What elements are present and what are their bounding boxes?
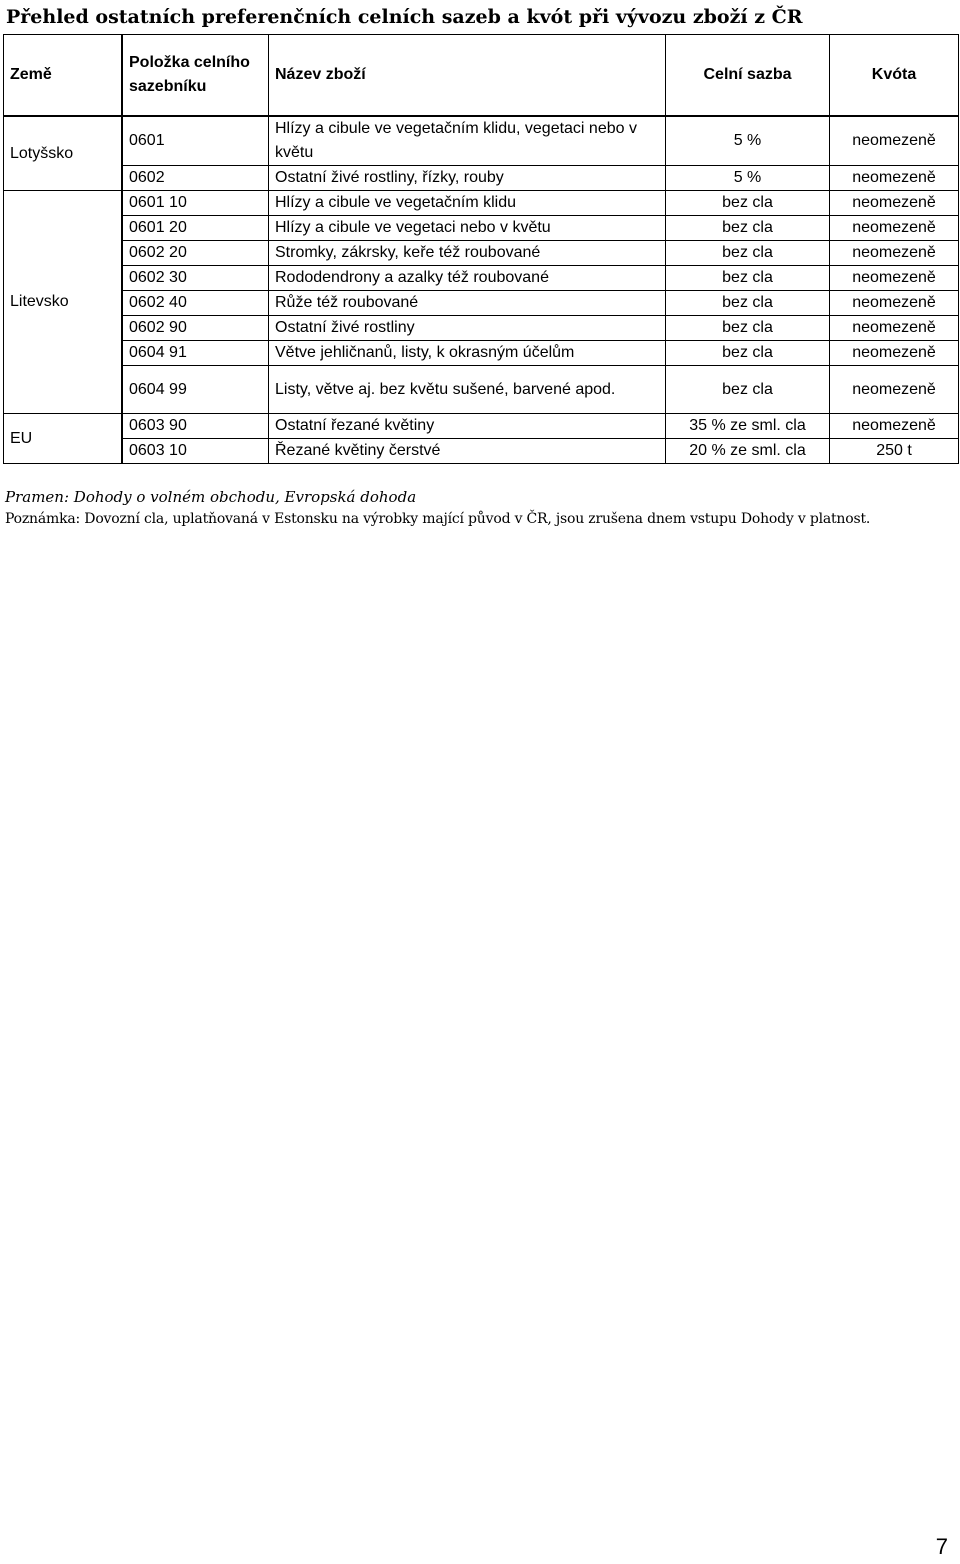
page-number: 7 <box>935 1534 948 1559</box>
country-cell-latvia: Lotyšsko <box>4 117 123 191</box>
code-cell: 0603 10 <box>123 439 269 463</box>
rate-cell: bez cla <box>666 241 830 266</box>
code-cell: 0602 90 <box>123 316 269 341</box>
rate-cell: bez cla <box>666 341 830 366</box>
rate-cell: bez cla <box>666 291 830 316</box>
name-cell: Hlízy a cibule ve vegetačním klidu <box>269 191 666 216</box>
rate-cell: 5 % <box>666 166 830 191</box>
table-row <box>4 439 958 463</box>
quota-cell: neomezeně <box>830 366 958 414</box>
name-cell: Hlízy a cibule ve vegetačním klidu, vegetaci nebo v květu <box>269 117 666 166</box>
table-row <box>4 366 958 414</box>
header-code: Položka celního sazebníku <box>123 35 269 117</box>
name-cell: Rododendrony a azalky též roubované <box>269 266 666 291</box>
name-cell: Ostatní řezané květiny <box>269 414 666 439</box>
table-row <box>4 266 958 291</box>
header-rate: Celní sazba <box>666 35 830 117</box>
page-title: Přehled ostatních preferenčních celních sazeb a kvót při vývozu zboží z ČR <box>6 6 803 28</box>
rate-cell: bez cla <box>666 191 830 216</box>
tariff-table <box>3 34 959 464</box>
table-row <box>4 216 958 241</box>
name-cell: Větve jehličnanů, listy, k okrasným účelům <box>269 341 666 366</box>
quota-cell: neomezeně <box>830 117 958 166</box>
table-row <box>4 166 958 191</box>
name-cell: Stromky, zákrsky, keře též roubované <box>269 241 666 266</box>
source-note: Pramen: Dohody o volném obchodu, Evropská dohoda <box>5 488 417 506</box>
rate-cell: bez cla <box>666 366 830 414</box>
quota-cell: neomezeně <box>830 241 958 266</box>
header-quota: Kvóta <box>830 35 958 117</box>
quota-cell: neomezeně <box>830 266 958 291</box>
code-cell: 0601 10 <box>123 191 269 216</box>
code-cell: 0602 <box>123 166 269 191</box>
rate-cell: 35 % ze sml. cla <box>666 414 830 439</box>
rate-cell: bez cla <box>666 216 830 241</box>
table-row <box>4 414 958 439</box>
rate-cell: bez cla <box>666 266 830 291</box>
country-cell-lithuania: Litevsko <box>4 191 123 414</box>
name-cell: Hlízy a cibule ve vegetaci nebo v květu <box>269 216 666 241</box>
table-row <box>4 241 958 266</box>
header-row <box>4 35 958 117</box>
table-row <box>4 341 958 366</box>
code-cell: 0602 40 <box>123 291 269 316</box>
header-country: Země <box>4 35 123 117</box>
country-cell-eu: EU <box>4 414 123 463</box>
quota-cell: neomezeně <box>830 341 958 366</box>
quota-cell: neomezeně <box>830 166 958 191</box>
code-cell: 0601 20 <box>123 216 269 241</box>
quota-cell: neomezeně <box>830 191 958 216</box>
footnote: Poznámka: Dovozní cla, uplatňovaná v Estonsku na výrobky mající původ v ČR, jsou zrušena dnem vstupu Dohody v platnost. <box>5 511 871 527</box>
table-row <box>4 191 958 216</box>
table-row <box>4 291 958 316</box>
code-cell: 0602 30 <box>123 266 269 291</box>
quota-cell: neomezeně <box>830 216 958 241</box>
quota-cell: 250 t <box>876 442 912 459</box>
name-cell: Ostatní živé rostliny <box>269 316 666 341</box>
rate-cell: 5 % <box>666 117 830 166</box>
quota-cell: neomezeně <box>830 414 958 439</box>
table-row <box>4 117 958 166</box>
header-name: Název zboží <box>269 35 666 117</box>
name-cell: Ostatní živé rostliny, řízky, rouby <box>269 166 666 191</box>
name-cell: Růže též roubované <box>269 291 666 316</box>
name-cell: Listy, větve aj. bez květu sušené, barvené apod. <box>269 366 666 414</box>
table-row <box>4 316 958 341</box>
code-cell: 0602 20 <box>123 241 269 266</box>
rate-cell: 20 % ze sml. cla <box>666 439 830 463</box>
quota-cell: neomezeně <box>830 316 958 341</box>
code-cell: 0604 99 <box>123 366 269 414</box>
name-cell: Řezané květiny čerstvé <box>269 439 666 463</box>
quota-cell: neomezeně <box>830 291 958 316</box>
code-cell: 0603 90 <box>123 414 269 439</box>
code-cell: 0604 91 <box>123 341 269 366</box>
code-cell: 0601 <box>123 117 269 166</box>
rate-cell: bez cla <box>666 316 830 341</box>
